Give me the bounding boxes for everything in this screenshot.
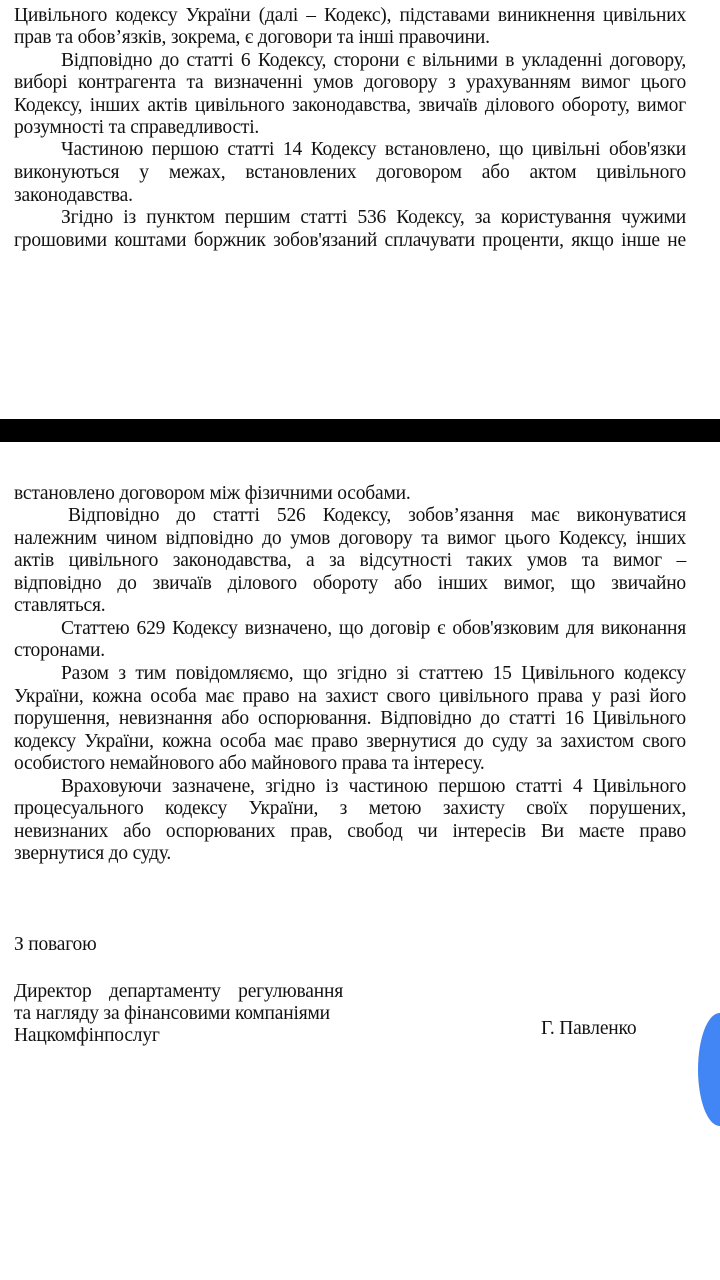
text-line: прав та обов’язків, зокрема, є договори та інші правочини.	[14, 27, 490, 48]
text-line: грошовими коштами боржник зобов'язаний сплачувати проценти, якщо інше не	[14, 230, 686, 251]
text-line: встановлено договором між фізичними особами.	[14, 483, 411, 504]
text-line: невизнаних або оспорюваних прав, свобод чи інтересів Ви маєте право	[14, 821, 686, 842]
signatory-position-line: Директор департаменту регулювання	[14, 981, 343, 1002]
text-line: Згідно із пунктом першим статті 536 Кодексу, за користування чужими	[61, 207, 686, 228]
text-line: Кодексу, інших актів цивільного законодавства, звичаїв ділового обороту, вимог	[14, 95, 686, 116]
closing-salutation: З повагою	[14, 934, 97, 955]
text-line: України, кожна особа має право на захист свого цивільного права у разі його	[14, 686, 686, 707]
text-line: виборі контрагента та визначенні умов договору з урахуванням вимог цього	[14, 72, 686, 93]
text-line: особистого немайнового або майнового права та інтересу.	[14, 753, 485, 774]
text-line: законодавства.	[14, 185, 133, 206]
text-line: відповідно до звичаїв ділового обороту або інших вимог, що звичайно	[14, 573, 686, 594]
document-page-2	[0, 442, 720, 1280]
signatory-position-line: Нацкомфінпослуг	[14, 1025, 160, 1046]
text-line: процесуального кодексу України, з метою захисту своїх порушених,	[14, 798, 686, 819]
text-line: Враховуючи зазначене, згідно із частиною першою статті 4 Цивільного	[61, 776, 686, 797]
text-line: Відповідно до статті 6 Кодексу, сторони є вільними в укладенні договору,	[61, 50, 686, 71]
text-line: актів цивільного законодавства, а за відсутності таких умов та вимог –	[14, 550, 686, 571]
text-line: розумності та справедливості.	[14, 117, 260, 138]
text-line: звернутися до суду.	[14, 843, 172, 864]
signatory-position-line: та нагляду за фінансовими компаніями	[14, 1003, 330, 1024]
text-line: Частиною першою статті 14 Кодексу встановлено, що цивільні обов'язки	[61, 139, 686, 160]
text-line: кодексу України, кожна особа має право звернутися до суду за захистом свого	[14, 731, 686, 752]
document-page-1	[0, 0, 720, 419]
text-line: Цивільного кодексу України (далі – Кодекс), підставами виникнення цивільних	[14, 5, 686, 26]
signatory-name: Г. Павленко	[541, 1018, 637, 1039]
text-line: порушення, невизнання або оспорювання. Відповідно до статті 16 Цивільного	[14, 708, 686, 729]
text-line: Разом з тим повідомляємо, що згідно зі статтею 15 Цивільного кодексу	[61, 663, 686, 684]
text-line: належним чином відповідно до умов договору та вимог цього Кодексу, інших	[14, 528, 686, 549]
text-line: Відповідно до статті 526 Кодексу, зобов’язання має виконуватися	[68, 505, 686, 526]
text-line: ставляться.	[14, 595, 106, 616]
text-line: сторонами.	[14, 640, 105, 661]
text-line: Статтею 629 Кодексу визначено, що договір є обов'язковим для виконання	[61, 618, 686, 639]
text-line: виконуються у межах, встановлених договором або актом цивільного	[14, 162, 686, 183]
page-separator	[0, 419, 720, 442]
